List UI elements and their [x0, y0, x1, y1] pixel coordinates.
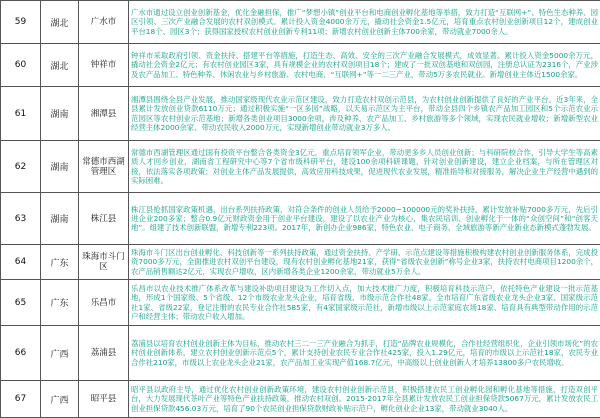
- county: 珠海市斗门区: [79, 245, 129, 280]
- table-row: [1, 326, 600, 381]
- description: 株江县抢抓国家政策机遇，出台系列扶持政策，对符合条件的创业人员给予2000~100000元的奖补扶持，累计发放补贴7000多万元，先后引进企业200多家；整合0.9亿元财政资金用于创业平台建设，建设了以农业产业为核心，集农民培训、创业孵化于一体的“众创空间”和“创客天地”。组建了技术创新联盟，新增专利223项。2017年，新创办企业986家，特色农业、电子商务、全域旅游等新产业新业态新模式蓬勃发展。: [129, 193, 600, 245]
- province: 广东: [41, 280, 79, 326]
- row-number: 65: [1, 280, 41, 326]
- county: 湘潭县: [79, 87, 129, 141]
- row-number: 60: [1, 44, 41, 87]
- description: 昭平县以政府主导，通过优化农村创业创新政策环境，建设农村创业创新示范县，积极搭建农民工创业孵化园和孵化基地等措施，打造双创平台，大力发展现代茶叶产业等特色产业扶持政策，推动农村双创。2015-2017年全县累计发放农民工创业担保贷款5067万元，累计发放农民工创业担保贷款456.03万元，培育了90个农民创业担保贷款财政补贴示范户，孵化创业企业13家，带动就业3040人。: [129, 381, 600, 418]
- province: 湖南: [41, 141, 79, 193]
- description: 荔浦县以培育农村创业创新主体为目标，推动农村三二一三产业融合为抓手，打造“品牌农业规模化，合作社经营组织化，企业引领市场化”的农村创业创新体系，建立农村创业创新示范点5个，累计支持创业农民专业合作社425家，投入1.29亿元，培育的市级以上示范社18家，农民专业合作社210家，市级以上农业龙头企业21家，农产品加工业实现产值168.7亿元，中高级以上创业创新人才培养13800多户农民增收。: [129, 326, 600, 381]
- description: 钟祥市采取政府引领、资金扶持、搭建平台等措施，打造生态、高效、安全的三次产业融合发展模式，成效显著。累计投入资金5000余万元，撬动社会资金2亿元；有农村创业园区3家，具有规模企业的农村双创项目18个；建成了一批双创基地和双创园，注册总认证为2316个，产业涉及农产品加工、特色种养、休闲农业与乡村旅游、农村电商、“互联网+”等一二三产业，带动5万多农民就业。新增创业主体近1500余家。: [129, 44, 600, 87]
- province: 湖南: [41, 193, 79, 245]
- county: 广水市: [79, 1, 129, 44]
- province: 广西: [41, 381, 79, 418]
- row-number: 67: [1, 381, 41, 418]
- row-number: 64: [1, 245, 41, 280]
- description: 珠海市斗门区出台创业孵化、科技创新等一系列扶持政策，通过资金扶持、产学研、示范点建设等措施积极构建农村创业创新服务体系，完成投资7000多万元，全面推进农村双创平台建设，现有农村创业孵化基地21家，获得“省级农业创新”称号企业3家，扶持农村电商项目1200余个，农产品销售额达2亿元，实现农户增收，区内新增各类企业1200余家，带动就业5万余人。: [129, 245, 600, 280]
- description: 乐昌市以农业技术推广体系改革与建设补助项目建设为工作切入点，加大技术推广力度，积极培育科技示范户，依托特色产业建设一批示范基地，形成1个国家级、5个省级、12个市级农业龙头企业，培育省级、市级示范合作社48家。全市培育广东省级农业龙头企业3家、国家级示范社1家、省级22家，登记注册的农民专业合作社585家，有4家国家级示范社，新增市级以上示范家庭农场18家、培育具有典型带动作用的示范户和经营主体；带动农户收入增加。: [129, 280, 600, 326]
- row-number: 61: [1, 87, 41, 141]
- table-row: [1, 1, 600, 44]
- table-row: [1, 280, 600, 326]
- description: 湘潭县围绕全县产业发展，推动国家级现代农业示范区建设，致力打造农村双创示范县，为农村创业创新提供了良好的产业平台。近3年来，全县累计发放创业贷款6110万元；通过积极实施“一区多园”战略，以天易示范区为主平台，带动全县四个乡镇农产品加工园区和5个示范农业示范园区等农村创业示范基地；新增各类创业项目3000余项，涉及种养、农产品加工、乡村旅游等多个领域，实现农民就业增收；新增新型农业经营主体2000余家、带动农民收入2000万元，实现新增创业带动就业3万多人。: [129, 87, 600, 141]
- province: 广东: [41, 245, 79, 280]
- table-row: [1, 245, 600, 280]
- row-number: 66: [1, 326, 41, 381]
- county: 常德市西湖管理区: [79, 141, 129, 193]
- county: 株江县: [79, 193, 129, 245]
- province: 湖南: [41, 87, 79, 141]
- province: 广西: [41, 326, 79, 381]
- row-number: 59: [1, 1, 41, 44]
- description: 常德市西湖管理区通过国有投资平台整合各类资金3亿元，重点培育领军企业，带动更多乡人员创业创新；与科研院校合作，引导大学生等高素质人才回乡创业，湖南省工程研究中心等7个省市级科研平台，建设100余项科研课题，针对创业创新建设，建立企业档案，与所在管理区对接，依法落实各项政策；对创业主体产品发展提供，高效应用科技成果，促进现代农业发展，精准指导和对接服务，解决企业生产经营中遇到的实际困难。: [129, 141, 600, 193]
- province: 湖北: [41, 1, 79, 44]
- table-row: [1, 381, 600, 418]
- row-number: 63: [1, 193, 41, 245]
- county: 乐昌市: [79, 280, 129, 326]
- county: 钟祥市: [79, 44, 129, 87]
- table-row: [1, 44, 600, 87]
- county: 荔浦县: [79, 326, 129, 381]
- table-row: [1, 87, 600, 141]
- row-number: 62: [1, 141, 41, 193]
- table-row: [1, 193, 600, 245]
- description: 广水市通过设立创业创新基金，优化金融担保，推广“梦想小镇”创业平台和电商创业孵化基地等举措，致力打造“互联网+”、特色生态种养、园区引领、三次产业融合发展的农村双创模式。累计投入资金4000余万元，撬动社会资金1.5亿元，培育重点农村创业创新项目12个，建成创业平台18个、园区3个；获得国家授权农村创业创新专利11项；新增农村创业创新主体700余家，带动就业7000余人。: [129, 1, 600, 44]
- county: 昭平县: [79, 381, 129, 418]
- province: 湖北: [41, 44, 79, 87]
- table-row: [1, 141, 600, 193]
